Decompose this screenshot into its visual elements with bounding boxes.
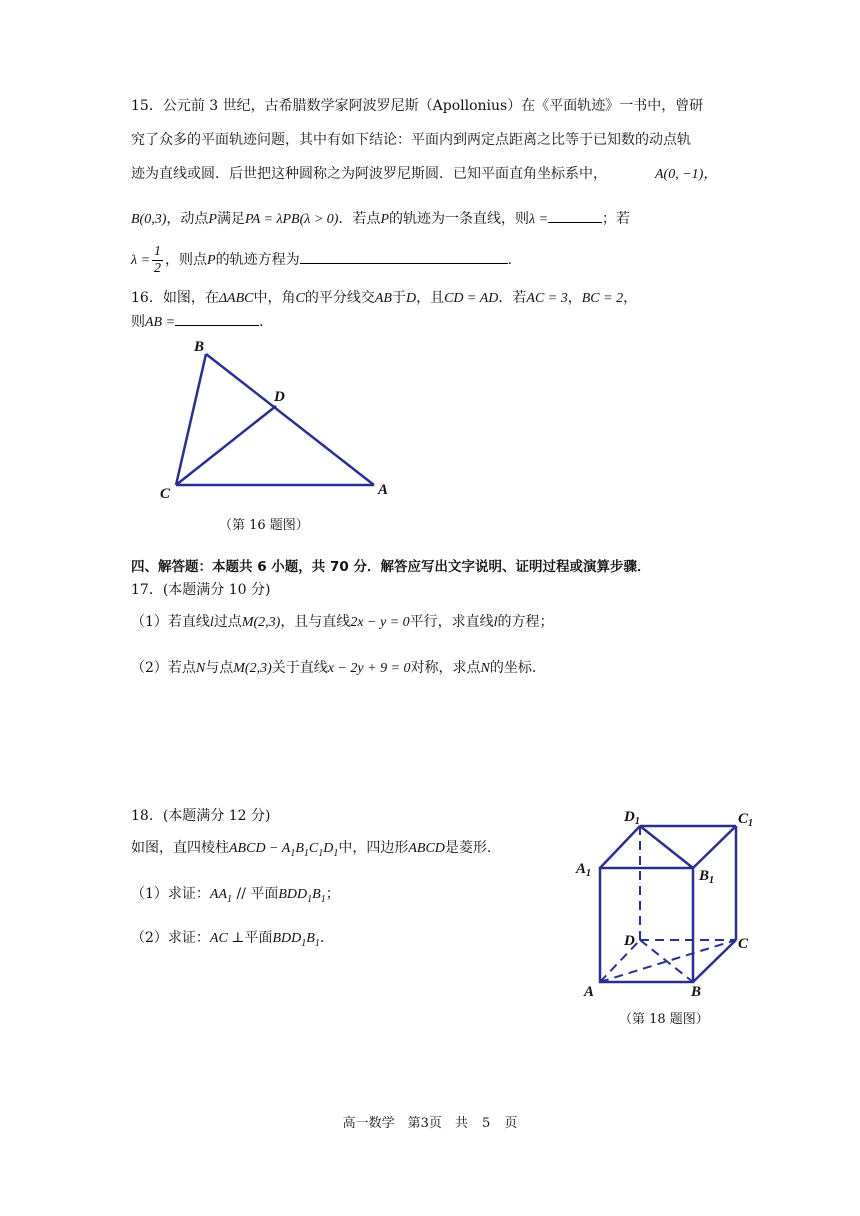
label-b-prism: B — [691, 984, 702, 1000]
segment-ba — [206, 354, 374, 485]
label-c1: $C_1$ — [738, 811, 754, 829]
q17-part2: （2）若点N与点M(2,3)关于直线x − 2y + 9 = 0对称，求点N的坐标. — [131, 660, 537, 676]
label-b: B — [194, 339, 205, 355]
q18-heading: 18．(本题满分 12 分) — [131, 808, 271, 824]
label-a-prism: A — [584, 984, 595, 1000]
q18-line1: 如图，直四棱柱ABCD − $A_1B_1C_1D_1$中，四边形ABCD是菱形. — [131, 840, 492, 859]
label-b1: $B_1$ — [699, 868, 715, 886]
q16-line1: 16．如图，在ΔABC中，角C的平分线交AB于D，且CD = AD．若AC = 3，BC = 2， — [131, 290, 638, 306]
label-c-prism: C — [738, 936, 749, 952]
label-a: A — [378, 482, 389, 498]
q17-heading: 17．(本题满分 10 分) — [131, 582, 271, 598]
label-c: C — [160, 486, 171, 502]
page-footer: 高一数学 第3页 共 5 页 — [342, 1116, 518, 1131]
label-d-prism: D — [624, 933, 635, 949]
label-d: D — [274, 389, 285, 405]
fraction-half: $\frac{1}{2}$ — [154, 243, 162, 276]
section-four-heading: 四、解答题：本题共 6 小题，共 70 分．解答应写出文字说明、证明过程或演算步骤． — [131, 559, 651, 575]
q15-line1: 15．公元前 3 世纪，古希腊数学家阿波罗尼斯（Apollonius）在《平面轨迹》一书中，曾研 — [131, 98, 704, 114]
q17-part1: （1）若直线l过点M(2,3)，且与直线2x − y = 0平行，求直线l的方程； — [131, 614, 554, 630]
q15-line5: λ = $\frac{1}{2}$ ，则点P的轨迹方程为 . — [131, 243, 513, 276]
label-a1: $A_1$ — [576, 861, 592, 879]
q18-caption: （第 18 题图） — [619, 1012, 709, 1027]
q16-line2: 则AB = . — [131, 311, 731, 333]
q15-line2: 究了众多的平面轨迹问题，其中有如下结论：平面内到两定点距离之比等于已知数的动点轨 — [131, 132, 691, 148]
q16-caption: （第 16 题图） — [219, 518, 309, 533]
q18-part1: （1）求证：$AA_1$ // 平面$BDD_1B_1$； — [131, 886, 340, 905]
q18-part2: （2）求证：AC ⊥平面$BDD_1B_1$. — [131, 930, 325, 949]
q15-line4: B(0,3)，动点P满足PA = λPB(λ > 0)．若点P的轨迹为一条直线，则λ = ；若 — [131, 208, 731, 230]
label-d1: $D_1$ — [624, 809, 640, 827]
q15-line3: 迹为直线或圆．后世把这种圆称之为阿波罗尼斯圆．已知平面直角坐标系中， A(0, −1)， — [131, 166, 718, 182]
